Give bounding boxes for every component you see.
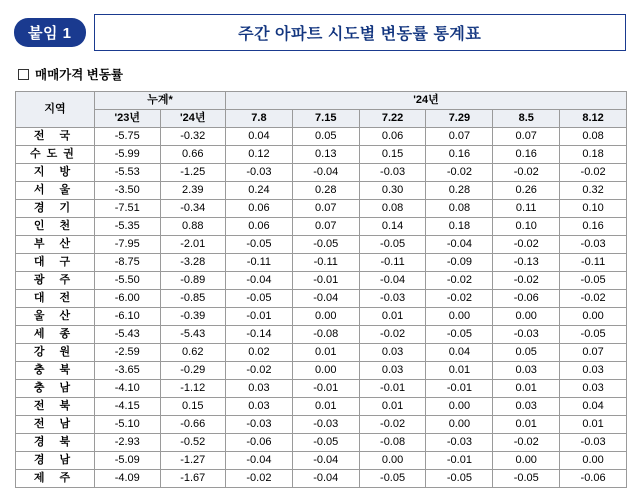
table-header-row-1 [16, 92, 627, 110]
table-row [16, 146, 627, 164]
table-row [16, 398, 627, 416]
cell-week-value: -0.06 [493, 290, 560, 308]
table-row [16, 182, 627, 200]
cell-week-value: -0.05 [292, 236, 359, 254]
cell-week-value: 0.05 [493, 344, 560, 362]
cell-week-value: -0.02 [226, 362, 293, 380]
cell-week-value: 0.00 [292, 308, 359, 326]
cell-week-value: -0.04 [292, 290, 359, 308]
cell-week-value: 0.18 [426, 218, 493, 236]
cell-cumulative-2024: -0.29 [160, 362, 226, 380]
cell-region: 경 남 [16, 452, 95, 470]
cell-week-value: 0.03 [560, 380, 627, 398]
document-header [14, 14, 626, 51]
col-header-week-0722: 7.22 [359, 110, 426, 128]
cell-cumulative-2023: -2.59 [95, 344, 161, 362]
cell-cumulative-2023: -5.10 [95, 416, 161, 434]
cell-week-value: 0.04 [426, 344, 493, 362]
cell-week-value: 0.03 [359, 362, 426, 380]
cell-cumulative-2024: 2.39 [160, 182, 226, 200]
cell-week-value: -0.05 [426, 470, 493, 488]
cell-week-value: -0.03 [359, 290, 426, 308]
cell-week-value: -0.05 [560, 272, 627, 290]
cell-week-value: -0.02 [426, 290, 493, 308]
col-header-week-0708: 7.8 [226, 110, 293, 128]
table-row [16, 290, 627, 308]
cell-region: 전 국 [16, 128, 95, 146]
cell-cumulative-2023: -5.35 [95, 218, 161, 236]
table-header-row-2 [16, 110, 627, 128]
cell-cumulative-2023: -5.50 [95, 272, 161, 290]
cell-week-value: 0.24 [226, 182, 293, 200]
table-row [16, 416, 627, 434]
cell-week-value: 0.00 [426, 308, 493, 326]
table-row [16, 236, 627, 254]
cell-week-value: 0.10 [560, 200, 627, 218]
cell-week-value: -0.02 [226, 470, 293, 488]
cell-week-value: 0.03 [560, 362, 627, 380]
cell-week-value: 0.07 [292, 218, 359, 236]
cell-week-value: -0.11 [560, 254, 627, 272]
cell-cumulative-2024: -0.32 [160, 128, 226, 146]
table-row [16, 128, 627, 146]
cell-week-value: 0.02 [226, 344, 293, 362]
cell-week-value: -0.02 [560, 164, 627, 182]
cell-cumulative-2023: -5.75 [95, 128, 161, 146]
cell-week-value: 0.32 [560, 182, 627, 200]
cell-region: 지 방 [16, 164, 95, 182]
cell-week-value: -0.05 [359, 236, 426, 254]
cell-week-value: -0.13 [493, 254, 560, 272]
cell-week-value: 0.07 [426, 128, 493, 146]
cell-week-value: 0.04 [226, 128, 293, 146]
cell-cumulative-2023: -5.53 [95, 164, 161, 182]
cell-week-value: 0.14 [359, 218, 426, 236]
cell-week-value: 0.28 [292, 182, 359, 200]
cell-cumulative-2024: -0.52 [160, 434, 226, 452]
cell-week-value: -0.04 [359, 272, 426, 290]
cell-week-value: -0.04 [292, 470, 359, 488]
table-row [16, 308, 627, 326]
cell-week-value: 0.01 [493, 380, 560, 398]
table-body [16, 128, 627, 488]
cell-cumulative-2024: -0.39 [160, 308, 226, 326]
cell-week-value: -0.01 [292, 272, 359, 290]
cell-week-value: -0.03 [359, 164, 426, 182]
cell-week-value: 0.01 [560, 416, 627, 434]
cell-week-value: -0.05 [493, 470, 560, 488]
cell-week-value: -0.05 [226, 236, 293, 254]
col-header-week-0805: 8.5 [493, 110, 560, 128]
cell-region: 제 주 [16, 470, 95, 488]
cell-cumulative-2023: -4.10 [95, 380, 161, 398]
cell-week-value: 0.06 [226, 218, 293, 236]
cell-cumulative-2023: -6.00 [95, 290, 161, 308]
cell-cumulative-2023: -4.15 [95, 398, 161, 416]
cell-cumulative-2024: 0.62 [160, 344, 226, 362]
cell-week-value: 0.06 [359, 128, 426, 146]
cell-cumulative-2023: -8.75 [95, 254, 161, 272]
cell-week-value: 0.01 [493, 416, 560, 434]
cell-week-value: 0.26 [493, 182, 560, 200]
cell-week-value: 0.11 [493, 200, 560, 218]
cell-week-value: 0.00 [359, 452, 426, 470]
cell-week-value: 0.07 [560, 344, 627, 362]
cell-week-value: -0.06 [560, 470, 627, 488]
cell-week-value: 0.00 [426, 398, 493, 416]
cell-cumulative-2024: -5.43 [160, 326, 226, 344]
cell-week-value: 0.16 [493, 146, 560, 164]
cell-week-value: -0.03 [493, 326, 560, 344]
cell-region: 세 종 [16, 326, 95, 344]
cell-region: 서 울 [16, 182, 95, 200]
cell-region: 전 남 [16, 416, 95, 434]
cell-week-value: -0.01 [426, 452, 493, 470]
cell-cumulative-2023: -5.43 [95, 326, 161, 344]
cell-week-value: 0.01 [359, 398, 426, 416]
cell-region: 부 산 [16, 236, 95, 254]
cell-week-value: -0.02 [493, 434, 560, 452]
cell-week-value: -0.09 [426, 254, 493, 272]
cell-week-value: -0.04 [292, 452, 359, 470]
cell-cumulative-2024: -0.34 [160, 200, 226, 218]
cell-week-value: 0.03 [359, 344, 426, 362]
cell-week-value: -0.02 [426, 272, 493, 290]
cell-cumulative-2024: -0.85 [160, 290, 226, 308]
cell-region: 충 북 [16, 362, 95, 380]
cell-cumulative-2023: -5.09 [95, 452, 161, 470]
cell-week-value: 0.08 [426, 200, 493, 218]
cell-week-value: 0.01 [292, 344, 359, 362]
cell-week-value: -0.03 [560, 236, 627, 254]
cell-week-value: 0.16 [560, 218, 627, 236]
cell-cumulative-2024: -2.01 [160, 236, 226, 254]
cell-week-value: 0.07 [292, 200, 359, 218]
cell-cumulative-2024: 0.15 [160, 398, 226, 416]
page-title: 주간 아파트 시도별 변동률 통계표 [238, 26, 482, 43]
cell-week-value: -0.05 [292, 434, 359, 452]
cell-week-value: 0.10 [493, 218, 560, 236]
cell-week-value: -0.04 [426, 236, 493, 254]
cell-cumulative-2024: -1.67 [160, 470, 226, 488]
cell-week-value: 0.00 [292, 362, 359, 380]
cell-week-value: 0.00 [560, 308, 627, 326]
cell-cumulative-2023: -7.95 [95, 236, 161, 254]
cell-cumulative-2023: -2.93 [95, 434, 161, 452]
cell-region: 경 기 [16, 200, 95, 218]
subheading-label: 매매가격 변동률 [35, 68, 123, 82]
cell-week-value: 0.16 [426, 146, 493, 164]
cell-cumulative-2024: -0.66 [160, 416, 226, 434]
cell-week-value: -0.05 [359, 470, 426, 488]
cell-week-value: 0.15 [359, 146, 426, 164]
cell-cumulative-2024: -1.27 [160, 452, 226, 470]
section-subheading [18, 65, 626, 83]
col-header-cum-2023: '23년 [95, 110, 161, 128]
table-row [16, 272, 627, 290]
cell-region: 인 천 [16, 218, 95, 236]
attachment-badge: 붙임 1 [14, 18, 86, 47]
cell-week-value: 0.12 [226, 146, 293, 164]
cell-week-value: 0.28 [426, 182, 493, 200]
price-change-rate-table [15, 91, 627, 488]
table-row [16, 218, 627, 236]
cell-week-value: -0.04 [226, 272, 293, 290]
cell-week-value: -0.05 [226, 290, 293, 308]
table-header [16, 92, 627, 128]
cell-cumulative-2023: -7.51 [95, 200, 161, 218]
cell-week-value: 0.18 [560, 146, 627, 164]
cell-region: 대 구 [16, 254, 95, 272]
cell-cumulative-2024: 0.66 [160, 146, 226, 164]
cell-cumulative-2023: -3.50 [95, 182, 161, 200]
col-header-week-0715: 7.15 [292, 110, 359, 128]
cell-cumulative-2024: -3.28 [160, 254, 226, 272]
cell-week-value: -0.02 [493, 236, 560, 254]
table-row [16, 344, 627, 362]
cell-region: 전 북 [16, 398, 95, 416]
cell-week-value: 0.01 [292, 398, 359, 416]
cell-week-value: -0.08 [292, 326, 359, 344]
cell-week-value: 0.01 [359, 308, 426, 326]
cell-week-value: -0.02 [359, 326, 426, 344]
col-header-year-group: '24년 [226, 92, 627, 110]
cell-week-value: 0.00 [493, 308, 560, 326]
cell-week-value: -0.11 [292, 254, 359, 272]
cell-week-value: -0.03 [226, 416, 293, 434]
table-row [16, 164, 627, 182]
cell-week-value: -0.11 [226, 254, 293, 272]
cell-week-value: -0.02 [493, 164, 560, 182]
table-row [16, 200, 627, 218]
table-row [16, 326, 627, 344]
cell-week-value: 0.05 [292, 128, 359, 146]
cell-week-value: -0.03 [426, 434, 493, 452]
table-row [16, 470, 627, 488]
cell-week-value: -0.05 [426, 326, 493, 344]
cell-week-value: 0.03 [493, 362, 560, 380]
cell-region: 울 산 [16, 308, 95, 326]
cell-week-value: -0.01 [426, 380, 493, 398]
square-bullet-icon [18, 69, 29, 80]
cell-week-value: 0.00 [560, 452, 627, 470]
cell-week-value: -0.03 [560, 434, 627, 452]
cell-week-value: 0.04 [560, 398, 627, 416]
cell-week-value: -0.02 [359, 416, 426, 434]
cell-week-value: -0.03 [226, 164, 293, 182]
cell-region: 수도권 [16, 146, 95, 164]
cell-week-value: 0.00 [493, 452, 560, 470]
cell-week-value: 0.01 [426, 362, 493, 380]
cell-week-value: -0.04 [292, 164, 359, 182]
col-header-week-0812: 8.12 [560, 110, 627, 128]
table-row [16, 380, 627, 398]
cell-cumulative-2024: 0.88 [160, 218, 226, 236]
cell-cumulative-2024: -1.25 [160, 164, 226, 182]
cell-cumulative-2024: -1.12 [160, 380, 226, 398]
cell-week-value: 0.00 [426, 416, 493, 434]
col-header-week-0729: 7.29 [426, 110, 493, 128]
cell-week-value: 0.03 [226, 398, 293, 416]
cell-week-value: -0.03 [292, 416, 359, 434]
cell-week-value: -0.08 [359, 434, 426, 452]
cell-region: 강 원 [16, 344, 95, 362]
table-row [16, 362, 627, 380]
cell-week-value: 0.30 [359, 182, 426, 200]
cell-week-value: 0.03 [226, 380, 293, 398]
table-row [16, 434, 627, 452]
cell-week-value: -0.04 [226, 452, 293, 470]
cell-week-value: -0.01 [292, 380, 359, 398]
cell-week-value: -0.05 [560, 326, 627, 344]
cell-cumulative-2023: -6.10 [95, 308, 161, 326]
table-row [16, 254, 627, 272]
cell-week-value: 0.06 [226, 200, 293, 218]
cell-week-value: -0.11 [359, 254, 426, 272]
cell-cumulative-2023: -3.65 [95, 362, 161, 380]
cell-week-value: 0.08 [560, 128, 627, 146]
table-row [16, 452, 627, 470]
cell-week-value: -0.06 [226, 434, 293, 452]
cell-week-value: -0.14 [226, 326, 293, 344]
cell-week-value: 0.08 [359, 200, 426, 218]
title-box [94, 14, 627, 51]
cell-week-value: -0.02 [493, 272, 560, 290]
col-header-region: 지역 [16, 92, 95, 128]
cell-cumulative-2024: -0.89 [160, 272, 226, 290]
cell-region: 대 전 [16, 290, 95, 308]
cell-week-value: -0.01 [359, 380, 426, 398]
cell-week-value: 0.03 [493, 398, 560, 416]
cell-region: 충 남 [16, 380, 95, 398]
cell-cumulative-2023: -4.09 [95, 470, 161, 488]
cell-week-value: -0.02 [426, 164, 493, 182]
cell-region: 광 주 [16, 272, 95, 290]
cell-region: 경 북 [16, 434, 95, 452]
cell-week-value: -0.01 [226, 308, 293, 326]
col-header-cumulative: 누계* [95, 92, 226, 110]
cell-week-value: -0.02 [560, 290, 627, 308]
col-header-cum-2024: '24년 [160, 110, 226, 128]
cell-week-value: 0.07 [493, 128, 560, 146]
cell-cumulative-2023: -5.99 [95, 146, 161, 164]
cell-week-value: 0.13 [292, 146, 359, 164]
